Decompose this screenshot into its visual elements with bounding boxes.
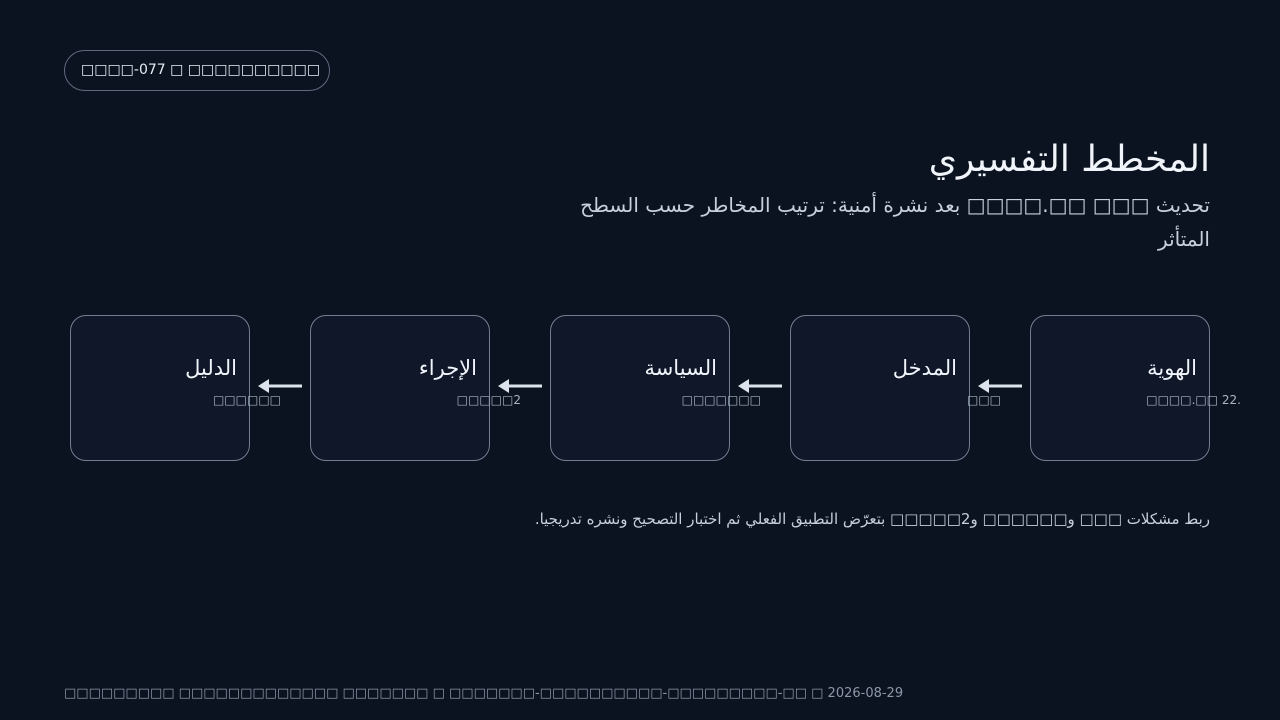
step-label: الهوية [1147, 356, 1197, 380]
step-card-input [790, 315, 1001, 461]
step-card-identity [1030, 315, 1241, 461]
page-title: المخطط التفسيري [928, 139, 1210, 180]
page-subtitle: تحديث □□□ □□.□□□□ بعد نشرة أمنية: ترتيب المخاطر حسب السطح المتأثر [580, 193, 1210, 251]
footer-meta: □□□□□□□□□ □□□□□□□□□□□□□ □□□□□□□ □ □□□□□□□-□□□□□□□□□□-□□□□□□□□□-□□ □ 2026-08-29 [64, 686, 904, 701]
step-card-evidence [70, 315, 281, 461]
step-label: السياسة [644, 356, 717, 380]
flow-caption: ربط مشكلات □□□ و□□□□□□ و2□□□□□ بتعرّض التطبيق الفعلي ثم اختبار التصحيح ونشره تدريجيا. [534, 510, 1210, 528]
step-note: □□□ [966, 393, 1001, 407]
step-label: الإجراء [418, 356, 477, 380]
process-flow [70, 315, 1241, 461]
step-note: □□□□.□□ 22. [1146, 393, 1241, 407]
step-label: الدليل [185, 356, 237, 380]
step-note: □□□□□2 [456, 393, 521, 407]
step-note: □□□□□□□ [681, 393, 761, 407]
step-label: المدخل [892, 356, 957, 380]
step-card-action [310, 315, 521, 461]
step-note: □□□□□□ [212, 393, 281, 407]
deck-badge: □□□□-077 □ □□□□□□□□□□ [64, 50, 330, 91]
step-card-policy [550, 315, 761, 461]
